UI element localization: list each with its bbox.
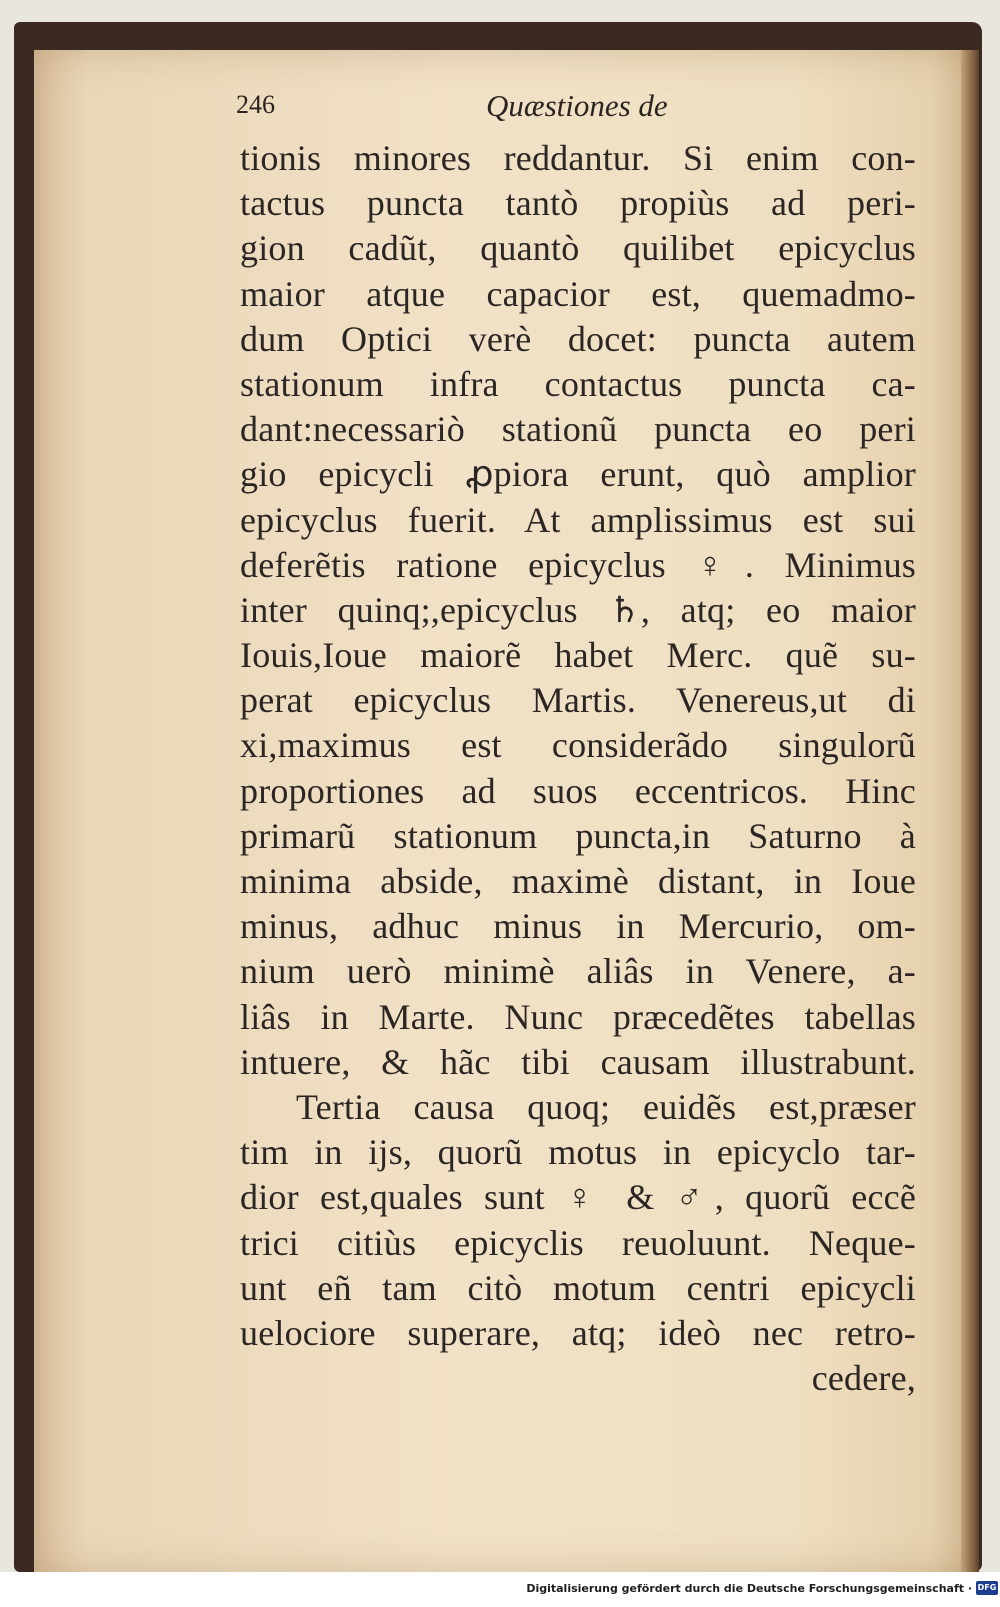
text-line: Iouis,Ioue maiorẽ habet Merc. quẽ su- xyxy=(240,635,916,676)
text-line: gion cadũt, quantò quilibet epicyclus xyxy=(240,228,916,269)
text-line: tim in ijs, quorũ motus in epicyclo tar- xyxy=(240,1132,916,1173)
text-line: uelociore superare, atq; ideò nec retro- xyxy=(240,1312,916,1353)
page-edge xyxy=(961,50,979,1574)
text-line: intuere, & hãc tibi causam illustrabunt. xyxy=(240,1041,916,1082)
text-line: proportiones ad suos eccentricos. Hinc xyxy=(240,770,916,811)
text-line: xi,maximus est considerãdo singulorũ xyxy=(240,725,916,766)
text-line: nium uerò minimè aliâs in Venere, a- xyxy=(240,951,916,992)
text-line: unt eñ tam citò motum centri epicycli xyxy=(240,1267,916,1308)
text-line: maior atque capacior est, quemadmo- xyxy=(240,273,916,314)
text-line: stationum infra contactus puncta ca- xyxy=(240,363,916,404)
text-line: inter quinq;,epicyclus ♄, atq; eo maior xyxy=(240,589,916,630)
digitization-credit: Digitalisierung gefördert durch die Deutsche Forschungsgemeinschaft · xyxy=(526,1582,972,1595)
text-line: minus, adhuc minus in Mercurio, om- xyxy=(240,906,916,947)
text-line: trici citiùs epicyclis reuoluunt. Neque- xyxy=(240,1222,916,1263)
text-line: dum Optici verè docet: puncta autem xyxy=(240,318,916,359)
text-line: Tertia causa quoq; euidẽs est,præser xyxy=(296,1086,916,1127)
running-head: Quæstiones de xyxy=(486,88,668,123)
text-line: perat epicyclus Martis. Venereus,ut di xyxy=(240,680,916,721)
text-line: minima abside, maximè distant, in Ioue xyxy=(240,861,916,901)
text-line: primarũ stationum puncta,in Saturno à xyxy=(240,815,916,856)
dfg-logo: DFG xyxy=(976,1581,998,1595)
page-header xyxy=(236,90,926,130)
text-line: gio epicycli ꝓpiora erunt, quò amplior xyxy=(240,454,916,495)
footer-bar xyxy=(0,1572,1000,1607)
text-line: epicyclus fuerit. At amplissimus est sui xyxy=(240,499,916,540)
text-line: tionis minores reddantur. Si enim con- xyxy=(240,138,916,178)
text-line: tactus puncta tantò propiùs ad peri- xyxy=(240,183,916,224)
text-line: dior est,quales sunt ♀ & ♂, quorũ eccẽ xyxy=(240,1177,916,1218)
body-text xyxy=(240,136,916,1401)
catchword: cedere, xyxy=(811,1358,916,1399)
text-line: liâs in Marte. Nunc præcedẽtes tabellas xyxy=(240,996,916,1037)
page-number: 246 xyxy=(236,90,275,119)
text-line: deferẽtis ratione epicyclus ♀. Minimus xyxy=(240,544,916,585)
text-line: dant:necessariò stationũ puncta eo peri xyxy=(240,409,916,450)
